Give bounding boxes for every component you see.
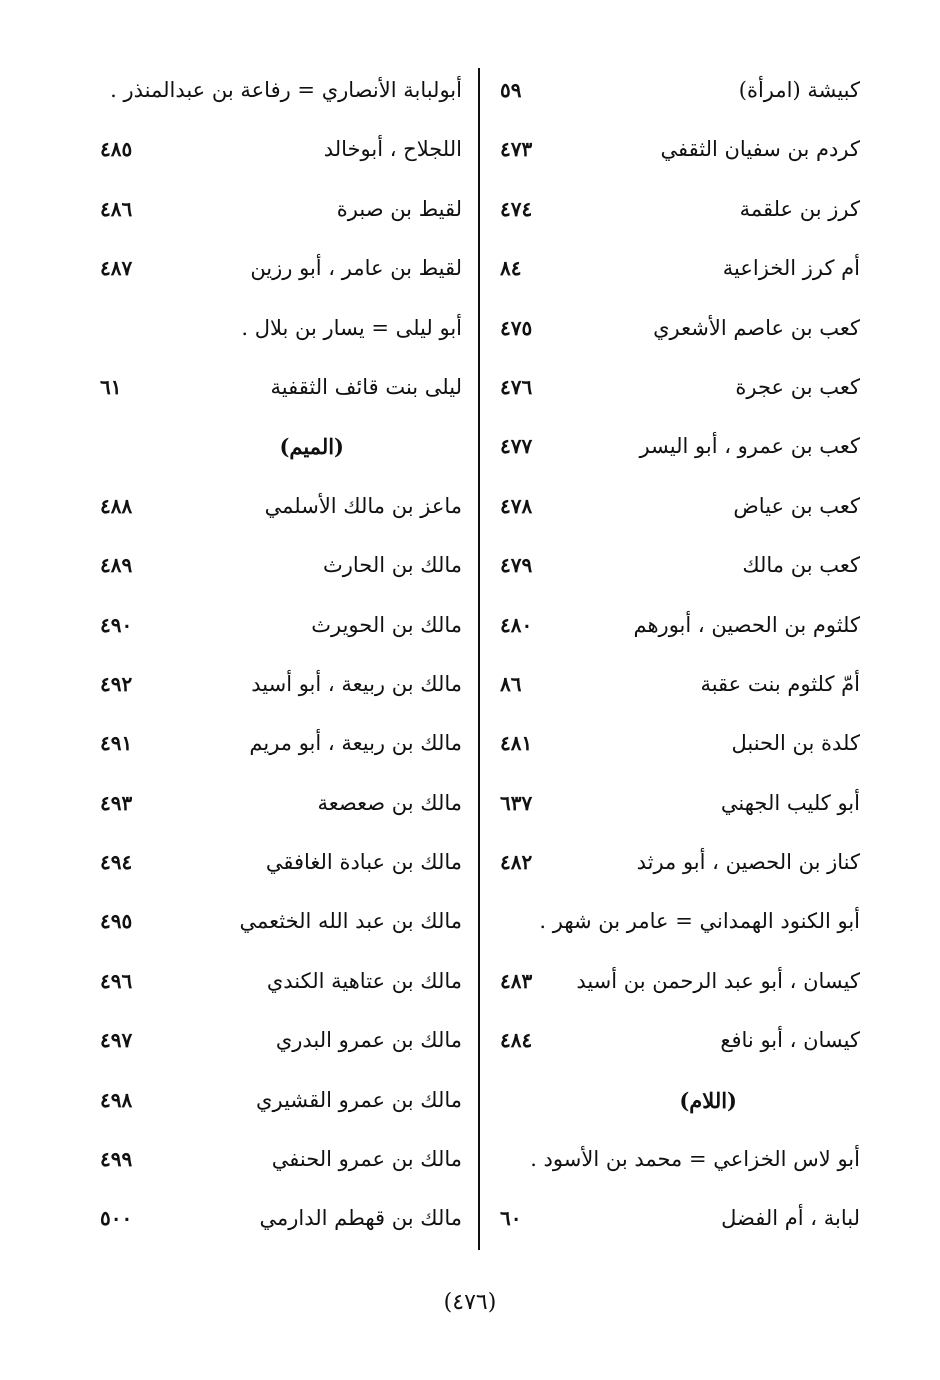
entry-name: أبو ليلى = يسار بن بلال . [241,315,462,340]
index-entry [90,422,474,481]
index-entry [482,244,882,303]
index-entry [482,304,882,363]
entry-name: مالك بن عتاهية الكندي [266,968,462,993]
entry-number: ٤٧٩ [500,553,533,578]
entry-number: ٤٩٦ [100,968,133,993]
entry-name: مالك بن صعصعة [317,790,462,815]
index-entry [482,422,882,481]
entry-name: كردم بن سفيان الثقفي [660,137,860,162]
section-heading: (اللام) [679,1087,737,1113]
entry-name: مالك بن قهطم الدارمي [259,1206,462,1231]
entry-number: ٦٣٧ [500,790,533,815]
entry-number: ٤٩٠ [100,612,133,637]
section-heading: (الميم) [279,434,344,460]
index-entry [90,1194,474,1253]
entry-number: ٤٨٢ [500,850,533,875]
index-entry [90,601,474,660]
index-entry [90,838,474,897]
index-entry [90,957,474,1016]
entry-number: ٨٤ [500,256,522,281]
left-column [90,66,474,1254]
entry-number: ٦١ [100,374,122,399]
entry-name: مالك بن الحارث [322,553,462,578]
entry-name: كناز بن الحصين ، أبو مرثد [636,850,860,875]
entry-number: ٤٩٨ [100,1087,133,1112]
index-entry [482,838,882,897]
entry-name: أبولبابة الأنصاري = رفاعة بن عبدالمنذر . [110,78,462,102]
index-entry [482,1016,882,1075]
entry-number: ٤٧٦ [500,374,533,399]
index-entry [90,1135,474,1194]
entry-name: أبو الكنود الهمداني = عامر بن شهر . [539,909,860,934]
entry-name: كعب بن عمرو ، أبو اليسر [639,434,860,459]
index-entry [482,779,882,838]
index-entry [90,1016,474,1075]
index-entry [482,482,882,541]
index-entry [482,125,882,184]
entry-name: كيسان ، أبو عبد الرحمن بن أسيد [576,968,860,993]
entry-name: كيسان ، أبو نافع [720,1028,860,1053]
index-entry [90,660,474,719]
entry-number: ٤٨٠ [500,612,533,637]
entry-name: مالك بن عمرو الحنفي [271,1147,462,1172]
index-entry [482,897,882,956]
index-entry [90,244,474,303]
entry-name: مالك بن عمرو البدري [275,1028,462,1053]
index-entry [90,779,474,838]
entry-number: ٤٩٢ [100,671,133,696]
index-entry [482,363,882,422]
index-entry [482,1076,882,1135]
column-divider [478,68,480,1250]
entry-number: ٨٦ [500,671,522,696]
entry-name: ماعز بن مالك الأسلمي [264,493,462,518]
index-entry [482,1194,882,1253]
entry-number: ٤٩٧ [100,1028,133,1053]
index-entry [482,66,882,125]
entry-name: مالك بن ربيعة ، أبو مريم [249,731,462,756]
index-entry [482,660,882,719]
entry-number: ٤٩٥ [100,909,133,934]
entry-name: كرز بن علقمة [739,196,860,221]
entry-number: ٤٩٩ [100,1147,133,1172]
entry-number: ٤٩١ [100,731,133,756]
entry-name: مالك بن عبد الله الخثعمي [239,909,462,934]
entry-number: ٥٩ [500,78,522,102]
index-entry [90,185,474,244]
entry-name: لبابة ، أم الفضل [721,1206,860,1231]
entry-name: اللجلاح ، أبوخالد [323,137,462,162]
entry-number: ٤٩٣ [100,790,133,815]
entry-name: مالك بن عمرو القشيري [256,1087,462,1112]
entry-number: ٤٨٣ [500,968,533,993]
index-entry [482,957,882,1016]
entry-number: ٤٨٩ [100,553,133,578]
index-entry [90,125,474,184]
right-column [482,66,882,1254]
entry-number: ٤٩٤ [100,850,133,875]
entry-number: ٤٨٦ [100,196,133,221]
entry-number: ٤٨٨ [100,493,133,518]
index-entry [90,363,474,422]
index-entry [482,185,882,244]
index-entry [90,719,474,778]
entry-name: أمّ كلثوم بنت عقبة [700,671,860,696]
entry-name: كبيشة (امرأة) [738,78,860,102]
index-entry [90,541,474,600]
index-entry [482,719,882,778]
page-number: (٤٧٦) [443,1290,497,1315]
index-entry [90,482,474,541]
entry-number: ٤٧٨ [500,493,533,518]
entry-number: ٤٧٤ [500,196,533,221]
index-entry [90,897,474,956]
entry-name: كعب بن عاصم الأشعري [653,315,860,340]
index-entry [90,304,474,363]
entry-name: أبو لاس الخزاعي = محمد بن الأسود . [530,1147,860,1172]
entry-name: كلدة بن الحنبل [731,731,860,756]
entry-name: كعب بن عياض [733,493,860,518]
entry-number: ٤٨٥ [100,137,133,162]
entry-name: مالك بن الحويرث [311,612,462,637]
entry-number: ٥٠٠ [100,1206,133,1231]
index-entry [90,66,474,125]
entry-number: ٤٨٧ [100,256,133,281]
entry-name: كلثوم بن الحصين ، أبورهم [633,612,860,637]
entry-name: كعب بن مالك [742,553,860,578]
entry-name: مالك بن ربيعة ، أبو أسيد [251,671,462,696]
entry-number: ٦٠ [500,1206,522,1231]
entry-number: ٤٧٣ [500,137,533,162]
entry-name: لقيط بن عامر ، أبو رزين [250,256,462,281]
entry-name: كعب بن عجرة [735,374,860,399]
entry-number: ٤٧٧ [500,434,533,459]
entry-name: أم كرز الخزاعية [722,256,860,281]
entry-name: أبو كليب الجهني [720,790,860,815]
entry-number: ٤٨١ [500,731,533,756]
entry-number: ٤٧٥ [500,315,533,340]
entry-name: لقيط بن صبرة [336,196,462,221]
index-entry [90,1076,474,1135]
index-entry [482,1135,882,1194]
entry-number: ٤٨٤ [500,1028,533,1053]
entry-name: مالك بن عبادة الغافقي [265,850,462,875]
entry-name: ليلى بنت قائف الثقفية [270,374,462,399]
index-entry [482,541,882,600]
index-entry [482,601,882,660]
